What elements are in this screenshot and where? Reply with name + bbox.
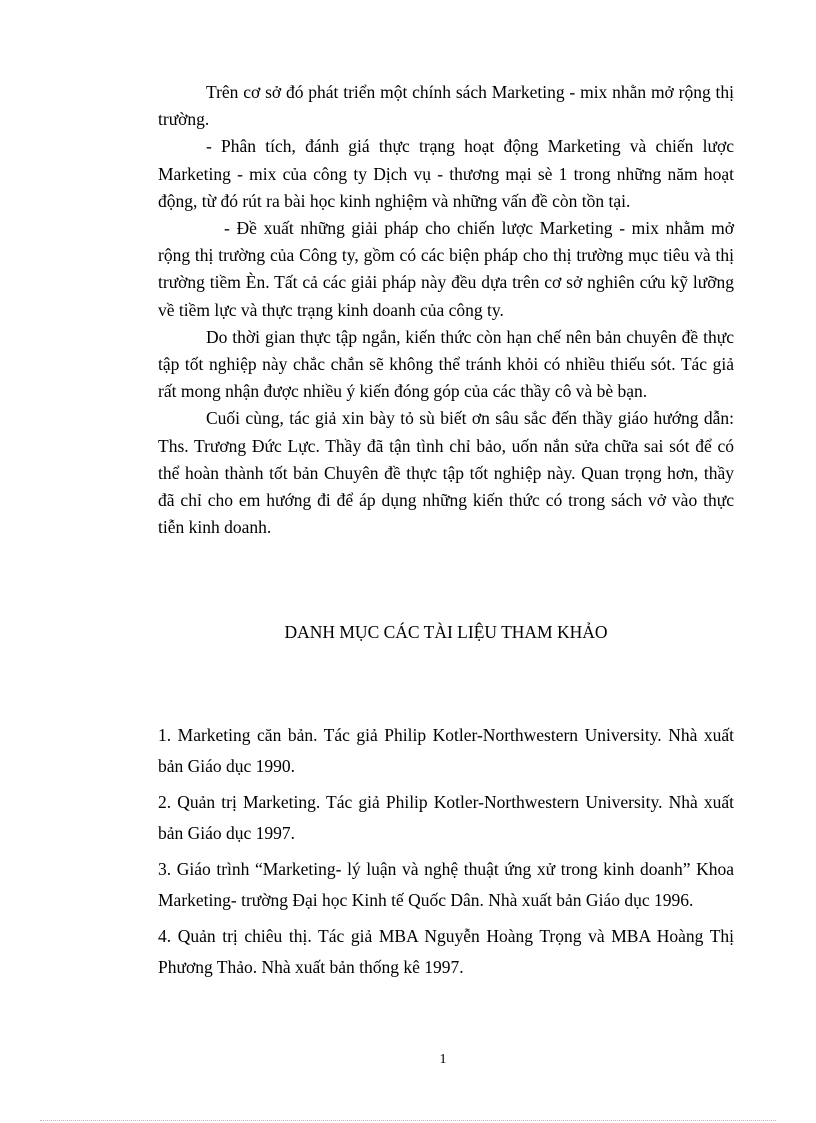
body-text: [158, 79, 734, 541]
reference-item: 2. Quản trị Marketing. Tác giả Philip Kotler-Northwestern University. Nhà xuất bản Giáo dục 1997.: [158, 792, 734, 843]
paragraph-analysis: - Phân tích, đánh giá thực trạng hoạt động Marketing và chiến lược Marketing - mix của công ty Dịch vụ - thương mại sè 1 trong những năm hoạt động, từ đó rút ra bài học kinh nghiệm và những vấn đề còn tồn tại.: [158, 136, 734, 211]
paragraph-intro: Trên cơ sở đó phát triển một chính sách Marketing - mix nhằn mở rộng thị trường.: [158, 82, 734, 130]
paragraph-proposal: - Đề xuất những giải pháp cho chiến lược Marketing - mix nhằm mở rộng thị trường của Công ty, gồm có các biện pháp cho thị trường mục tiêu và thị trường tiềm Èn. Tất cả các giải pháp này đều dựa trên cơ sở nghiên cứu kỹ lưỡng về tiềm lực và thực trạng kinh doanh của công ty.: [158, 218, 734, 320]
reference-item: 4. Quản trị chiêu thị. Tác giả MBA Nguyễn Hoàng Trọng và MBA Hoàng Thị Phương Thảo. Nhà xuất bản thống kê 1997.: [158, 926, 734, 977]
reference-item: 1. Marketing căn bản. Tác giả Philip Kotler-Northwestern University. Nhà xuất bản Giáo dục 1990.: [158, 725, 734, 776]
paragraph-acknowledgement: Cuối cùng, tác giả xin bày tỏ sù biết ơn sâu sắc đến thầy giáo hướng dẫn: Ths. Trương Đức Lực. Thầy đã tận tình chỉ bảo, uốn nắn sửa chữa sai sót để có thể hoàn thành tốt bản Chuyên đề thực tập tốt nghiệp này. Quan trọng hơn, thầy đã chỉ cho em hướng đi để áp dụng những kiến thức có trong sách vở vào thực tiễn kinh doanh.: [158, 408, 734, 538]
paragraph-limitations: Do thời gian thực tập ngắn, kiến thức còn hạn chế nên bản chuyên đề thực tập tốt nghiệp này chắc chắn sẽ không thể tránh khỏi có nhiều thiếu sót. Tác giả rất mong nhận được nhiều ý kiến đóng góp của các thầy cô và bè bạn.: [158, 326, 734, 402]
page-number: 1: [439, 1052, 447, 1067]
references-heading: DANH MỤC CÁC TÀI LIỆU THAM KHẢO: [284, 622, 608, 642]
page-bottom-divider: [40, 1120, 776, 1121]
reference-item: 3. Giáo trình “Marketing- lý luận và nghệ thuật ứng xử trong kinh doanh” Khoa Marketing- trường Đại học Kinh tế Quốc Dân. Nhà xuất bản Giáo dục 1996.: [158, 859, 734, 910]
references-list: [158, 720, 734, 988]
